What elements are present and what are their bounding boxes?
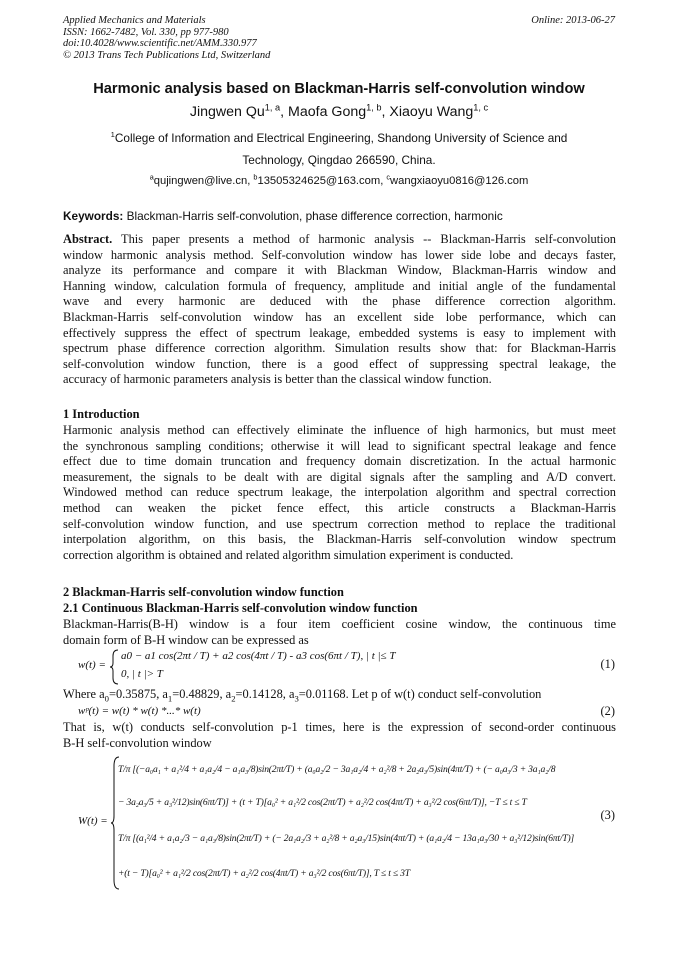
eq3-row1: T/π [(−a₀a₁ + a₁²/4 + a₁a₂/4 − a₁a₃/8)sin(2πt/T) + (a₀a₂/2 − 3a₁a₂/4 + a₂²/8 + 2a₂a₃/5)sin(4πt/T) + (− a₀a₃/3 + 3a₁a₂/8 [118,764,556,775]
section-heading-2: 2 Blackman-Harris self-convolution window function [63,585,344,599]
author-sup: 1, b [366,102,382,113]
keywords-label: Keywords: [63,209,124,223]
section2-mid-text: That is, w(t) conducts self-convolution p-1 times, here is the expression of second-order continuous B-H self-convolution window [63,720,616,750]
eq3-row2: − 3a₂a₃/5 + a₃²/12)sin(6πt/T)] + (t + T)[a₀² + a₁²/2 cos(2πt/T) + a₂²/2 cos(4πt/T) + a₃²/2 cos(6πt/T)], −T ≤ t ≤ T [118,797,527,808]
eq1-row1: a0 − a1 cos(2πt / T) + a2 cos(4πt / T) - a3 cos(6πt / T), | t |≤ T [121,650,396,662]
email-link[interactable]: qujingwen@live.cn [153,175,248,187]
abstract-label: Abstract. [63,232,113,246]
author-name: Xiaoyu Wang [389,104,474,120]
journal-name: Applied Mechanics and Materials [63,15,206,26]
author-name: Maofa Gong [288,104,367,120]
email-link[interactable]: 13505324625@163.com [257,175,381,187]
introduction-text: Harmonic analysis method can effectively eliminate the influence of high harmonics, but must meet the synchronous sampling conditions; otherwise it will lead to significant spectral leakage and fence effect due to time domain truncation and frequency domain discretization. In the actual harmonic measurement, the signals to be dealt with are digital signals after the sampling and A/D convert. Windowed method can reduce spectrum leakage, the interpolation algorithm and spectral correction method can weaken the picket fence effect, this article constructs a Blackman-Harris self-convolution window function, and use spectrum correction method to replace the traditional interpolation algorithm, on this basis, the Blackman-Harris self-convolution window spectrum correction algorithm is obtained and related algorithm simulation experiment is conducted. [63,423,616,562]
journal-header [63,15,270,61]
subsection-heading-2-1: 2.1 Continuous Blackman-Harris self-convolution window function [63,601,418,615]
eq1-row2: 0, | t |> T [121,668,163,680]
abstract: Abstract. This paper presents a method of harmonic analysis -- Blackman-Harris self-convolution window harmonic analysis method. Self-convolution window has lower side lobe and decays faster, analyze its performance and compare it with Blackman Window, Blackman-Harris window and Hanning window, calculation formula of frequency, amplitude and initial angle of the fundamental wave and every harmonic are deduced with the phase difference correction algorithm. Blackman-Harris self-convolution window has an excellent side lobe performance, which can effectively suppress the effect of spectrum leakage, embedded systems is easy to implement with spectrum phase difference correction algorithm. Simulation results show that: for Blackman-Harris self-convolution window function, there is a good effect of suppressing spectral leakage, the accuracy of harmonic parameters analysis is better than the classical window function. [63,232,617,387]
section2-intro: Blackman-Harris(B-H) window is a four item coefficient cosine window, the continuous time domain form of B-H window can be expressed as [63,617,616,647]
keywords-text: Blackman-Harris self-convolution, phase difference correction, harmonic [126,209,503,223]
author-list: Jingwen Qu$^{1, a}$, Maofa Gong$^{1, b}$, Xiaoyu Wang$^{1, c}$ [189,102,489,120]
online-date: Online: 2013-06-27 [531,15,615,26]
journal-issn: ISSN: 1662-7482, Vol. 330, pp 977-980 [63,26,229,38]
affiliation-line-1: $^1$College of Information and Electrical Engineering, Shandong University of Science and [110,130,568,145]
eq3-lhs: W(t) = [78,815,108,827]
email-link[interactable]: wangxiaoyu0816@126.com [390,175,529,187]
eq3-row4: +(t − T)[a₀² + a₁²/2 cos(2πt/T) + a₂²/2 cos(4πt/T) + a₃²/2 cos(6πt/T)], T ≤ t ≤ 3T [118,868,410,879]
eq1-number: (1) [600,657,615,671]
journal-copyright: © 2013 Trans Tech Publications Ltd, Switzerland [63,49,271,61]
eq3-number: (3) [600,808,615,822]
affiliation-sup: 1 [110,130,115,140]
author-name: Jingwen Qu [189,104,265,120]
section-heading-introduction: 1 Introduction [63,407,140,421]
eq2-number: (2) [600,704,615,718]
affiliation-line-2: Technology, Qingdao 266590, China. [242,153,436,167]
eq3-row3: T/π [(a₁²/4 + a₁a₂/3 − a₁a₃/8)sin(2πt/T) + (− 2a₁a₂/3 + a₂²/8 + a₂a₃/15)sin(4πt/T) + (a₁a₂/4 − 13a₁a₃/30 + a₃²/12)sin(6πt/T)] [118,833,574,844]
eq1-brace [110,649,120,685]
email-line: $^a$qujingwen@live.cn, $^b$13505324625@163.com, $^c$wangxiaoyu0816@126.com [149,172,529,187]
eq1-lhs: w(t) = [78,659,106,671]
author-sup: 1, c [473,102,489,113]
eq2-body: wᵖ(t) = w(t) * w(t) *...* w(t) [78,705,201,717]
keywords [63,209,503,223]
paper-title: Harmonic analysis based on Blackman-Harris self-convolution window [93,81,585,97]
author-sup: 1, a [264,102,281,113]
journal-doi: doi:10.4028/www.scientific.net/AMM.330.977 [63,38,257,50]
coefficient-line: Where $a_0=0.35875$, $a_1=0.48829$, $a_2=0.14128$, $a_3=0.01168$. Let p of w(t) conduct self-convolution [63,687,542,704]
